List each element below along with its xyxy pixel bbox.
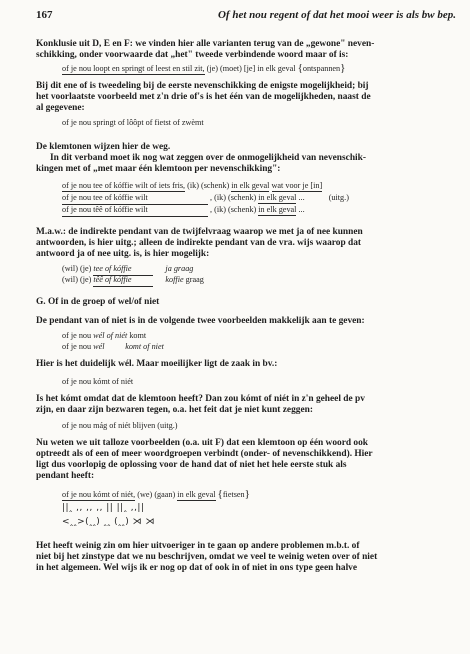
example-part: (wil) (je) — [62, 264, 92, 273]
example-tee-koffie-2 — [62, 193, 349, 205]
example-part: in elk geval — [258, 205, 297, 214]
example-springt-loopt: of je nou springt of lôôpt of fietst of zwèmt — [62, 118, 204, 127]
example-tee-koffie-3 — [62, 205, 305, 217]
example-wil-je-2 — [62, 275, 204, 287]
now-line-3: ligt dus voorlopig de oplossing voor de hand dat of niet het hele eerste stuk als — [36, 460, 347, 470]
page-number: 167 — [36, 9, 53, 21]
example-mag-of-niet: of je nou mág of niét blijven (uitg.) — [62, 421, 178, 430]
doubling-line-1: Bij dit ene of is tweedeling bij de eerste nevenschikking de enigste mogelijkheid; bij — [36, 81, 369, 91]
example-part: ... — [298, 193, 305, 202]
example-part: of je nou têê of kóffie wilt — [62, 205, 208, 217]
example-part: in elk geval — [258, 193, 297, 202]
example-part: ontspannen — [302, 64, 341, 73]
example-part: têê of kóffie — [93, 275, 153, 287]
stress-marks-row-1: ||‸ ‚‚ ‚‚ ‚‚ || ||‸ ‚‚|| — [62, 503, 145, 513]
section-g-heading: G. Of in de groep of wel/of niet — [36, 297, 160, 307]
doubling-line-3: al gegevene: — [36, 103, 85, 113]
example-part: (je) (moet) [je] in elk geval — [206, 64, 296, 73]
example-tee-koffie-1 — [62, 181, 322, 191]
example-part: graag — [185, 275, 204, 284]
example-part: of je nou kómt of niét, — [62, 490, 136, 499]
running-head: Of het nou regent of dat het mooi weer is als bw bep. — [217, 9, 456, 21]
section-g-intro: De pendant van of niet is in de volgende twee voorbeelden makkelijk aan te geven: — [36, 316, 365, 326]
example-part: komt of niet — [125, 342, 164, 351]
question-line-2: zijn, en daar zijn bezwaren tegen, o.a. het feit dat je niet kunt zeggen: — [36, 405, 313, 415]
example-komt-of-niet: of je nou kómt of niét — [62, 377, 134, 386]
brace-close: } — [340, 62, 346, 74]
example-part: , (ik) (schenk) — [210, 193, 257, 202]
brace-open: { — [297, 62, 303, 74]
example-part: (wil) (je) — [62, 275, 92, 284]
stress-marks-row-2: <‸‸>(‸‸) ‸‸ (‸‸) ⋊ ⋊ — [62, 517, 155, 527]
example-wel-of-niet-1 — [62, 331, 146, 341]
maw-line-3: antwoord ja of nee uitg. is, is hier mogelijk: — [36, 249, 210, 259]
question-line-1: Is het kómt omdat dat de klemtoon heeft? Dan zou kómt of niét in z'n geheel de pv — [36, 394, 365, 404]
last-line-3: in het algemeen. Wel wijs ik er nog op dat of ook in of niet in ons type geen halve — [36, 563, 358, 573]
now-line-1: Nu weten we uit talloze voorbeelden (o.a. uit F) dat een klemtoon op één woord ook — [36, 438, 369, 448]
example-part: of je nou — [62, 331, 92, 340]
example-part: koffie — [165, 275, 184, 284]
example-part: ja graag — [165, 264, 194, 273]
now-line-2: optreedt als of een of meer woordgroepen verbindt (onder- of nevenschikkend). Hier — [36, 449, 373, 459]
conclusion-line-2: schikking, onder voorwaarde dat „het" tweede verbindende woord maar of is: — [36, 50, 349, 60]
example-loopt-springt — [62, 63, 345, 74]
example-part: ... — [298, 205, 305, 214]
example-part: of je nou tee of kóffie wilt of iets fris, — [62, 181, 186, 190]
last-line-1: Het heeft weinig zin om hier uitvoeriger in te gaan op andere problemen m.b.t. of — [36, 541, 360, 551]
brace-open: { — [217, 488, 223, 500]
klemtoon-line-1: De klemtonen wijzen hier de weg. — [36, 142, 171, 152]
example-part: in elk geval — [177, 490, 216, 499]
klemtoon-line-3: kingen met of „met maar één klemtoon per nevenschikking": — [36, 164, 281, 174]
example-part: of je nou — [62, 342, 92, 351]
example-part: komt — [129, 331, 147, 340]
example-part: fietsen — [222, 490, 245, 499]
example-part: of je nou loopt en springt of leest en stil zit, — [62, 64, 205, 73]
doubling-line-2: het voorlaatste voorbeeld met z'n drie of's is het één van de mogelijkheden, naast de — [36, 92, 371, 102]
example-part: (we) (gaan) — [137, 490, 176, 499]
maw-line-1: M.a.w.: de indirekte pendant van de twijfelvraag waarop we met ja of nee kunnen — [36, 227, 363, 237]
page-header — [36, 9, 456, 25]
maw-line-2: antwoorden, is hier uitg.; alleen de indirekte pendant van de vra. wijs waarop dat — [36, 238, 362, 248]
example-part: , (ik) (schenk) — [210, 205, 257, 214]
example-part: in elk geval — [231, 181, 270, 190]
example-part: tee of kóffie — [93, 264, 153, 276]
example-part: of je nou tee of kóffie wilt — [62, 193, 208, 205]
klemtoon-line-2: In dit verband moet ik nog wat zeggen over de onmogelijkheid van nevenschik- — [50, 153, 366, 163]
example-part: wat voor je [in] — [271, 181, 323, 190]
example-wel-of-niet-2 — [62, 342, 164, 352]
section-g-hier-line: Hier is het duidelijk wél. Maar moeilijker ligt de zaak in bv.: — [36, 359, 278, 369]
last-line-2: niet bij het zinstype dat we nu beschrijven, omdat we veel te weinig weten over of niet — [36, 552, 378, 562]
example-part: wél — [93, 342, 105, 351]
now-line-4: pendant heeft: — [36, 471, 95, 481]
example-part: (uitg.) — [328, 193, 349, 202]
example-part: (ik) (schenk) — [187, 181, 230, 190]
example-komt-fietsen — [62, 489, 250, 500]
brace-close: } — [244, 488, 250, 500]
example-part: wél of niét — [93, 331, 128, 340]
conclusion-line-1: Konklusie uit D, E en F: we vinden hier alle varianten terug van de „gewone" neven- — [36, 39, 375, 49]
